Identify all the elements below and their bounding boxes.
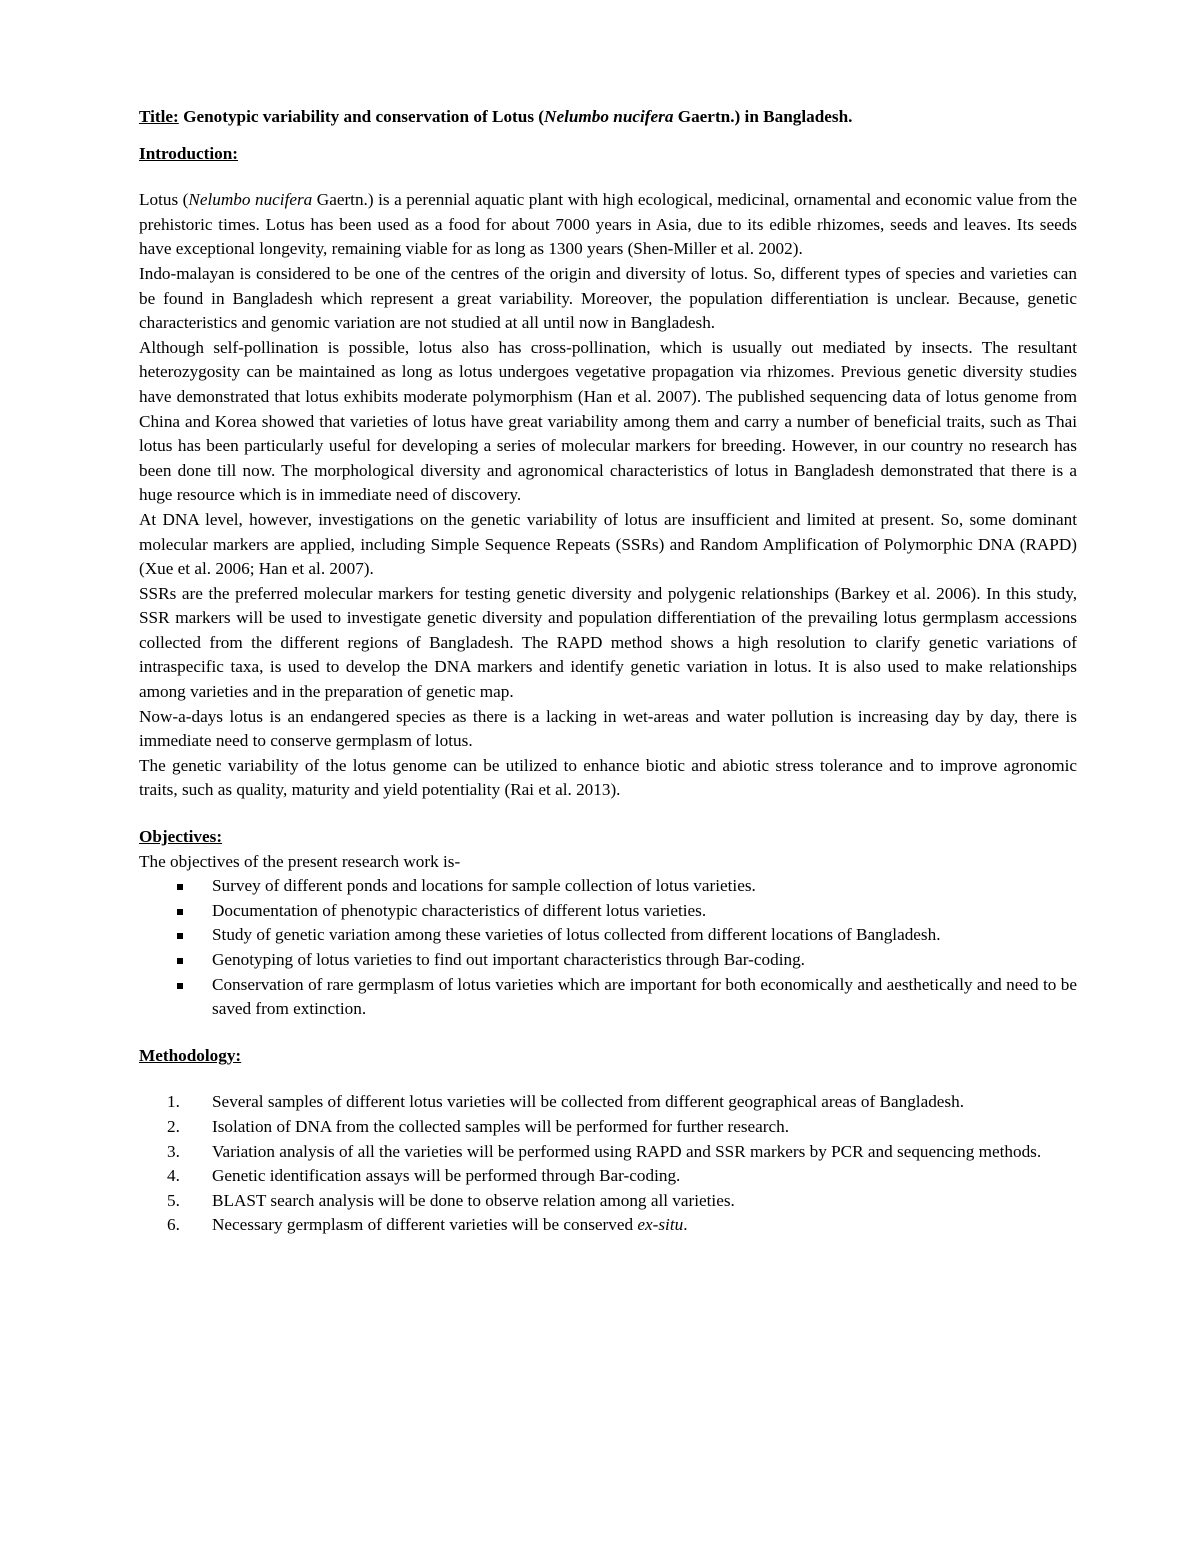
intro-p1-pre: Lotus (: [139, 190, 189, 210]
step-text: Isolation of DNA from the collected samples will be performed for further research.: [212, 1116, 790, 1136]
step-text: Variation analysis of all the varieties will be performed using RAPD and SSR markers by PCR and sequencing methods.: [212, 1141, 1042, 1161]
intro-paragraph-7: The genetic variability of the lotus genome can be utilized to enhance biotic and abiotic stress tolerance and to improve agronomic traits, such as quality, maturity and yield potentiality (Rai et al. 2013).: [139, 755, 1077, 800]
objectives-lead: The objectives of the present research work is-: [139, 851, 461, 871]
list-item: [139, 1164, 1077, 1189]
methodology-heading: Methodology:: [139, 1045, 242, 1065]
bullet-icon: [177, 958, 183, 964]
bullet-icon: [177, 909, 183, 915]
objectives-heading: Objectives:: [139, 827, 223, 847]
intro-paragraph-6: Now-a-days lotus is an endangered species as there is a lacking in wet-areas and water pollution is increasing day by day, there is immediate need to conserve germplasm of lotus.: [139, 706, 1077, 751]
step-text-italic: ex-situ: [637, 1215, 684, 1235]
document-body: [139, 105, 1077, 1238]
objective-text: Documentation of phenotypic characteristics of different lotus varieties.: [212, 900, 707, 920]
intro-paragraph-4: At DNA level, however, investigations on the genetic variability of lotus are insufficient and limited at present. So, some dominant molecular markers are applied, including Simple Sequence Repeats (SSRs) and Random Amplification of Polymorphic DNA (RAPD) (Xue et al. 2006; Han et al. 2007).: [139, 509, 1077, 579]
list-item: [139, 1140, 1077, 1165]
objective-text: Conservation of rare germplasm of lotus varieties which are important for both economically and aesthetically and need to be saved from extinction.: [212, 974, 1077, 1019]
intro-paragraph-2: Indo-malayan is considered to be one of the centres of the origin and diversity of lotus. So, different types of species and varieties can be found in Bangladesh which represent a great variability. Moreover, the population differentiation is unclear. Because, genetic characteristics and genomic variation are not studied at all until now in Bangladesh.: [139, 263, 1077, 333]
list-item: [139, 923, 1077, 948]
step-number: 1.: [167, 1092, 180, 1112]
objective-text: Genotyping of lotus varieties to find out important characteristics through Bar-coding.: [212, 950, 805, 969]
list-item: [139, 874, 1077, 899]
step-number: 2.: [167, 1116, 180, 1136]
step-text: BLAST search analysis will be done to observe relation among all varieties.: [212, 1190, 735, 1210]
document-title: [139, 105, 1077, 130]
title-text-pre: Genotypic variability and conservation of Lotus (: [178, 107, 545, 126]
list-item: [139, 973, 1077, 1022]
objective-text: Study of genetic variation among these varieties of lotus collected from different locations of Bangladesh.: [212, 925, 941, 945]
list-item: [139, 1189, 1077, 1214]
list-item: [139, 1115, 1077, 1140]
step-text: Genetic identification assays will be performed through Bar-coding.: [212, 1166, 681, 1186]
step-text-post: .: [683, 1215, 688, 1235]
objective-text: Survey of different ponds and locations for sample collection of lotus varieties.: [212, 876, 756, 896]
intro-paragraph-1: [139, 188, 1077, 262]
step-number: 6.: [167, 1215, 180, 1235]
intro-paragraph-5: SSRs are the preferred molecular markers for testing genetic diversity and polygenic relationships (Barkey et al. 2006). In this study, SSR markers will be used to investigate genetic diversity and population differentiation of the prevailing lotus germplasm accessions collected from the different regions of Bangladesh. The RAPD method shows a high resolution to clarify genetic variations of intraspecific taxa, is used to develop the DNA markers and identify genetic variation in lotus. It is also used to make relationships among varieties and in the preparation of genetic map.: [139, 583, 1077, 702]
bullet-icon: [177, 884, 183, 890]
bullet-icon: [177, 983, 183, 989]
intro-p1-species: Nelumbo nucifera: [188, 190, 313, 210]
methodology-list: [139, 1090, 1077, 1238]
list-item: [139, 899, 1077, 924]
list-item: [139, 948, 1077, 973]
objectives-list: [139, 874, 1077, 1022]
intro-paragraph-3: Although self-pollination is possible, lotus also has cross-pollination, which is usually out mediated by insects. The resultant heterozygosity can be maintained as long as lotus undergoes vegetative propagation via rhizomes. Previous genetic diversity studies have demonstrated that lotus exhibits moderate polymorphism (Han et al. 2007). The published sequencing data of lotus genome from China and Korea showed that varieties of lotus have great variability among them and carry a number of beneficial traits, such as Thai lotus has been particularly useful for developing a series of molecular markers for breeding. However, in our country no research has been done till now. The morphological diversity and agronomical characteristics of lotus in Bangladesh demonstrated that there is a huge resource which is in immediate need of discovery.: [139, 337, 1077, 505]
title-species: Nelumbo nucifera: [544, 107, 674, 126]
list-item: [139, 1213, 1077, 1238]
step-number: 4.: [167, 1166, 180, 1186]
list-item: [139, 1090, 1077, 1115]
step-text: Necessary germplasm of different varieties will be conserved: [212, 1215, 638, 1235]
title-text-post: Gaertn.) in Bangladesh.: [673, 107, 853, 126]
intro-p1-post: Gaertn.) is a perennial aquatic plant with high ecological, medicinal, ornamental and economic value from the prehistoric times. Lotus has been used as a food for about 7000 years in Asia, due to its edible rhizomes, seeds and leaves. Its seeds have exceptional longevity, remaining viable for as long as 1300 years (Shen-Miller et al. 2002).: [139, 190, 1078, 259]
step-text: Several samples of different lotus varieties will be collected from different geographical areas of Bangladesh.: [212, 1092, 964, 1112]
bullet-icon: [177, 933, 183, 939]
introduction-heading: Introduction:: [139, 143, 239, 163]
step-number: 5.: [167, 1190, 180, 1210]
title-label: Title:: [139, 107, 179, 126]
step-number: 3.: [167, 1141, 180, 1161]
